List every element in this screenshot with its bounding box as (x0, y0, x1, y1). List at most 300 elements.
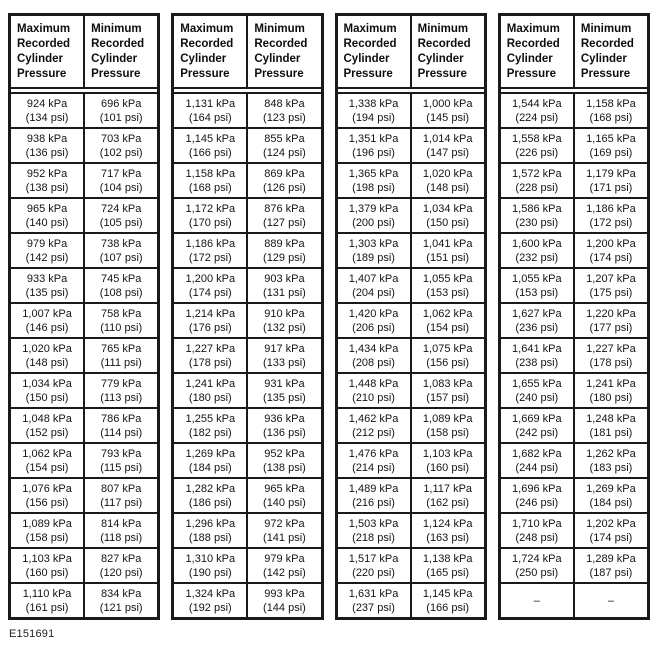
kpa-value: 1,124 kPa (422, 517, 473, 530)
max-pressure-cell (501, 269, 573, 302)
kpa-value: 765 kPa (101, 342, 142, 355)
psi-value: (154 psi) (25, 461, 69, 474)
max-pressure-cell (338, 479, 410, 512)
min-pressure-cell (246, 164, 320, 197)
kpa-value: 827 kPa (101, 552, 142, 565)
table-row (338, 372, 484, 407)
psi-value: (237 psi) (352, 601, 395, 614)
table-row (501, 407, 647, 442)
psi-value: (104 psi) (99, 181, 143, 194)
kpa-value: 1,200 kPa (586, 237, 636, 250)
kpa-value: 1,669 kPa (512, 412, 562, 425)
max-pressure-cell (338, 269, 410, 302)
kpa-value: 848 kPa (264, 97, 305, 110)
kpa-value: – (533, 594, 540, 607)
kpa-value: 779 kPa (101, 377, 142, 390)
kpa-value: 979 kPa (264, 552, 305, 565)
kpa-value: 1,572 kPa (512, 167, 562, 180)
psi-value: (140 psi) (263, 496, 306, 509)
psi-value: (182 psi) (188, 426, 232, 439)
min-pressure-cell (83, 514, 157, 547)
kpa-value: 1,586 kPa (512, 202, 562, 215)
psi-value: (178 psi) (589, 356, 633, 369)
table-row (501, 442, 647, 477)
psi-value: (186 psi) (188, 496, 232, 509)
kpa-value: 1,351 kPa (348, 132, 399, 145)
psi-value: (169 psi) (589, 146, 633, 159)
kpa-value: 936 kPa (264, 412, 305, 425)
psi-value: (107 psi) (99, 251, 143, 264)
max-pressure-cell (338, 304, 410, 337)
kpa-value: 1,476 kPa (348, 447, 399, 460)
table-row (501, 477, 647, 512)
table-row (174, 162, 320, 197)
kpa-value: 1,241 kPa (586, 377, 636, 390)
max-pressure-cell (174, 269, 246, 302)
table-row (11, 547, 157, 582)
psi-value: (168 psi) (188, 181, 232, 194)
kpa-value: 1,655 kPa (512, 377, 562, 390)
table-row (338, 127, 484, 162)
table-row (174, 582, 320, 617)
column-header-min: Minimum Recorded Cylinder Pressure (83, 16, 157, 87)
psi-value: (158 psi) (25, 531, 69, 544)
table-header-row (501, 16, 647, 89)
kpa-value: 696 kPa (101, 97, 142, 110)
max-pressure-cell (501, 199, 573, 232)
psi-value: (138 psi) (263, 461, 306, 474)
psi-value: (110 psi) (100, 321, 143, 334)
kpa-value: 1,517 kPa (348, 552, 399, 565)
table-row (174, 442, 320, 477)
psi-value: (152 psi) (25, 426, 69, 439)
max-pressure-cell (174, 164, 246, 197)
kpa-value: 1,289 kPa (586, 552, 636, 565)
psi-value: (118 psi) (100, 531, 143, 544)
psi-value: (126 psi) (263, 181, 306, 194)
psi-value: (158 psi) (426, 426, 470, 439)
max-pressure-cell (501, 339, 573, 372)
min-pressure-cell (410, 304, 484, 337)
max-pressure-cell (338, 374, 410, 407)
psi-value: (244 psi) (515, 461, 559, 474)
psi-value: (224 psi) (515, 111, 559, 124)
min-pressure-cell (573, 94, 647, 127)
kpa-value: 1,145 kPa (422, 587, 473, 600)
min-pressure-cell (410, 514, 484, 547)
column-header-min: Minimum Recorded Cylinder Pressure (410, 16, 484, 87)
kpa-value: 1,262 kPa (586, 447, 636, 460)
kpa-value: 1,034 kPa (422, 202, 473, 215)
table-row (11, 232, 157, 267)
table-row (501, 512, 647, 547)
table-row (11, 512, 157, 547)
min-pressure-cell (83, 339, 157, 372)
max-pressure-cell (338, 339, 410, 372)
psi-value: (188 psi) (188, 531, 232, 544)
table-row (338, 477, 484, 512)
psi-value: (150 psi) (426, 216, 470, 229)
min-pressure-cell (573, 234, 647, 267)
max-pressure-cell (501, 444, 573, 477)
column-header-max: Maximum Recorded Cylinder Pressure (17, 23, 71, 80)
kpa-value: 834 kPa (101, 587, 142, 600)
kpa-value: 1,310 kPa (185, 552, 236, 565)
kpa-value: 1,055 kPa (422, 272, 473, 285)
max-pressure-cell (174, 339, 246, 372)
table-header-row (338, 16, 484, 89)
kpa-value: 793 kPa (101, 447, 142, 460)
kpa-value: 903 kPa (264, 272, 305, 285)
psi-value: (133 psi) (263, 356, 306, 369)
max-pressure-cell (338, 94, 410, 127)
psi-value: (145 psi) (426, 111, 470, 124)
psi-value: (246 psi) (515, 496, 559, 509)
psi-value: (151 psi) (426, 251, 470, 264)
psi-value: (184 psi) (589, 496, 633, 509)
psi-value: (180 psi) (188, 391, 232, 404)
psi-value: (180 psi) (589, 391, 633, 404)
psi-value: (218 psi) (352, 531, 395, 544)
max-pressure-cell (11, 164, 83, 197)
max-pressure-cell (174, 94, 246, 127)
kpa-value: 1,103 kPa (22, 552, 72, 565)
kpa-value: 965 kPa (26, 202, 68, 215)
kpa-value: 758 kPa (101, 307, 142, 320)
max-pressure-cell (501, 549, 573, 582)
table-row (11, 337, 157, 372)
kpa-value: 1,269 kPa (185, 447, 236, 460)
psi-value: (175 psi) (589, 286, 633, 299)
max-pressure-cell (501, 584, 573, 617)
table-row (11, 302, 157, 337)
table-header-row (174, 16, 320, 89)
psi-value: (220 psi) (352, 566, 395, 579)
kpa-value: 938 kPa (26, 132, 68, 145)
kpa-value: 924 kPa (26, 97, 68, 110)
psi-value: (187 psi) (589, 566, 633, 579)
kpa-value: 1,324 kPa (185, 587, 236, 600)
table-body (11, 92, 157, 617)
table-row (174, 512, 320, 547)
table-row (11, 477, 157, 512)
psi-value: (214 psi) (352, 461, 395, 474)
kpa-value: 1,448 kPa (348, 377, 399, 390)
kpa-value: 1,282 kPa (185, 482, 236, 495)
table-row (11, 582, 157, 617)
kpa-value: 1,020 kPa (22, 342, 72, 355)
max-pressure-cell (174, 444, 246, 477)
psi-value: (174 psi) (589, 251, 633, 264)
kpa-value: 1,145 kPa (185, 132, 236, 145)
table-row (501, 232, 647, 267)
psi-value: (154 psi) (426, 321, 470, 334)
kpa-value: 952 kPa (26, 167, 68, 180)
table-row (11, 372, 157, 407)
min-pressure-cell (573, 199, 647, 232)
kpa-value: 1,186 kPa (185, 237, 236, 250)
kpa-value: 1,407 kPa (348, 272, 399, 285)
psi-value: (156 psi) (25, 496, 69, 509)
psi-value: (190 psi) (188, 566, 232, 579)
min-pressure-cell (573, 164, 647, 197)
kpa-value: 1,158 kPa (185, 167, 236, 180)
psi-value: (166 psi) (188, 146, 232, 159)
psi-value: (142 psi) (263, 566, 306, 579)
kpa-value: 1,627 kPa (512, 307, 562, 320)
min-pressure-cell (246, 549, 320, 582)
kpa-value: 1,379 kPa (348, 202, 399, 215)
table-row (174, 477, 320, 512)
max-pressure-cell (501, 94, 573, 127)
kpa-value: 933 kPa (26, 272, 68, 285)
psi-value: (148 psi) (426, 181, 470, 194)
min-pressure-cell (246, 444, 320, 477)
max-pressure-cell (11, 549, 83, 582)
max-pressure-cell (11, 374, 83, 407)
pressure-table-4 (498, 13, 650, 620)
psi-value: (157 psi) (426, 391, 470, 404)
table-row (501, 127, 647, 162)
table-row (501, 94, 647, 127)
kpa-value: 1,338 kPa (348, 97, 399, 110)
table-body (338, 92, 484, 617)
max-pressure-cell (501, 234, 573, 267)
table-row (174, 547, 320, 582)
kpa-value: 703 kPa (101, 132, 142, 145)
psi-value: (198 psi) (352, 181, 395, 194)
table-row (11, 162, 157, 197)
min-pressure-cell (246, 374, 320, 407)
max-pressure-cell (501, 479, 573, 512)
min-pressure-cell (83, 129, 157, 162)
kpa-value: 931 kPa (264, 377, 305, 390)
psi-value: (144 psi) (263, 601, 306, 614)
max-pressure-cell (11, 129, 83, 162)
max-pressure-cell (338, 409, 410, 442)
kpa-value: 1,165 kPa (586, 132, 636, 145)
kpa-value: 1,089 kPa (22, 517, 72, 530)
kpa-value: 1,303 kPa (348, 237, 399, 250)
psi-value: (153 psi) (515, 286, 559, 299)
kpa-value: 1,075 kPa (422, 342, 473, 355)
max-pressure-cell (338, 549, 410, 582)
table-row (174, 302, 320, 337)
kpa-value: 972 kPa (264, 517, 305, 530)
table-row (501, 162, 647, 197)
table-row (338, 302, 484, 337)
psi-value: (127 psi) (263, 216, 306, 229)
table-row (501, 302, 647, 337)
psi-value: (160 psi) (426, 461, 470, 474)
table-row (501, 582, 647, 617)
table-row (11, 197, 157, 232)
kpa-value: 1,158 kPa (586, 97, 636, 110)
table-row (174, 94, 320, 127)
psi-value: (134 psi) (25, 111, 69, 124)
min-pressure-cell (246, 94, 320, 127)
kpa-value: 855 kPa (264, 132, 305, 145)
table-row (338, 442, 484, 477)
max-pressure-cell (338, 514, 410, 547)
kpa-value: 1,000 kPa (422, 97, 473, 110)
min-pressure-cell (83, 199, 157, 232)
psi-value: (153 psi) (426, 286, 470, 299)
kpa-value: 1,186 kPa (586, 202, 636, 215)
min-pressure-cell (573, 514, 647, 547)
min-pressure-cell (246, 479, 320, 512)
max-pressure-cell (11, 304, 83, 337)
table-row (174, 127, 320, 162)
min-pressure-cell (246, 584, 320, 617)
kpa-value: 979 kPa (26, 237, 68, 250)
psi-value: (124 psi) (263, 146, 306, 159)
table-row (338, 162, 484, 197)
max-pressure-cell (174, 129, 246, 162)
kpa-value: 869 kPa (264, 167, 305, 180)
kpa-value: 965 kPa (264, 482, 305, 495)
kpa-value: 1,696 kPa (512, 482, 562, 495)
kpa-value: 1,710 kPa (512, 517, 562, 530)
max-pressure-cell (338, 584, 410, 617)
psi-value: (105 psi) (99, 216, 143, 229)
psi-value: (236 psi) (515, 321, 559, 334)
column-header-max: Maximum Recorded Cylinder Pressure (180, 23, 234, 80)
min-pressure-cell (83, 444, 157, 477)
min-pressure-cell (410, 164, 484, 197)
psi-value: (160 psi) (25, 566, 69, 579)
max-pressure-cell (501, 164, 573, 197)
kpa-value: 786 kPa (101, 412, 142, 425)
max-pressure-cell (338, 444, 410, 477)
kpa-value: 1,682 kPa (512, 447, 562, 460)
table-row (11, 127, 157, 162)
max-pressure-cell (501, 374, 573, 407)
kpa-value: 738 kPa (101, 237, 142, 250)
psi-value: (150 psi) (25, 391, 69, 404)
min-pressure-cell (410, 479, 484, 512)
min-pressure-cell (246, 514, 320, 547)
psi-value: (232 psi) (515, 251, 559, 264)
psi-value: (120 psi) (99, 566, 143, 579)
min-pressure-cell (83, 94, 157, 127)
kpa-value: 1,214 kPa (185, 307, 236, 320)
psi-value: (156 psi) (426, 356, 470, 369)
pressure-table-3 (335, 13, 487, 620)
min-pressure-cell (573, 584, 647, 617)
kpa-value: 1,489 kPa (348, 482, 399, 495)
max-pressure-cell (11, 234, 83, 267)
kpa-value: 1,641 kPa (512, 342, 562, 355)
min-pressure-cell (246, 409, 320, 442)
psi-value: (206 psi) (352, 321, 395, 334)
min-pressure-cell (83, 164, 157, 197)
min-pressure-cell (246, 269, 320, 302)
column-header-min: Minimum Recorded Cylinder Pressure (573, 16, 647, 87)
kpa-value: 1,110 kPa (22, 587, 72, 600)
kpa-value: 1,007 kPa (22, 307, 72, 320)
kpa-value: 1,227 kPa (586, 342, 636, 355)
table-row (501, 197, 647, 232)
psi-value: (172 psi) (188, 251, 232, 264)
column-header-max: Maximum Recorded Cylinder Pressure (343, 23, 397, 80)
kpa-value: 1,172 kPa (185, 202, 236, 215)
kpa-value: 1,062 kPa (22, 447, 72, 460)
psi-value: (204 psi) (352, 286, 395, 299)
kpa-value: 1,034 kPa (22, 377, 72, 390)
psi-value: (168 psi) (589, 111, 633, 124)
table-row (174, 407, 320, 442)
psi-value: (238 psi) (515, 356, 559, 369)
kpa-value: 876 kPa (264, 202, 305, 215)
psi-value: (129 psi) (263, 251, 306, 264)
psi-value: (176 psi) (188, 321, 232, 334)
max-pressure-cell (501, 514, 573, 547)
psi-value: (177 psi) (589, 321, 633, 334)
min-pressure-cell (83, 304, 157, 337)
min-pressure-cell (410, 269, 484, 302)
min-pressure-cell (573, 374, 647, 407)
psi-value: (226 psi) (515, 146, 559, 159)
kpa-value: 1,202 kPa (586, 517, 636, 530)
min-pressure-cell (410, 234, 484, 267)
kpa-value: 1,014 kPa (422, 132, 473, 145)
table-row (338, 267, 484, 302)
psi-value: (111 psi) (100, 356, 142, 369)
psi-value: (189 psi) (352, 251, 395, 264)
min-pressure-cell (246, 304, 320, 337)
min-pressure-cell (573, 409, 647, 442)
psi-value: (141 psi) (263, 531, 306, 544)
psi-value: (196 psi) (352, 146, 395, 159)
psi-value: (136 psi) (263, 426, 306, 439)
psi-value: (146 psi) (25, 321, 69, 334)
psi-value: (138 psi) (25, 181, 69, 194)
psi-value: (230 psi) (515, 216, 559, 229)
psi-value: (200 psi) (352, 216, 395, 229)
min-pressure-cell (83, 374, 157, 407)
kpa-value: 910 kPa (264, 307, 305, 320)
table-row (501, 547, 647, 582)
max-pressure-cell (174, 549, 246, 582)
table-row (11, 267, 157, 302)
kpa-value: 1,600 kPa (512, 237, 562, 250)
max-pressure-cell (174, 234, 246, 267)
kpa-value: 1,076 kPa (22, 482, 72, 495)
psi-value: (250 psi) (515, 566, 559, 579)
min-pressure-cell (410, 409, 484, 442)
kpa-value: 1,220 kPa (586, 307, 636, 320)
psi-value: (172 psi) (589, 216, 633, 229)
psi-value: (174 psi) (188, 286, 232, 299)
psi-value: (131 psi) (263, 286, 306, 299)
kpa-value: 1,434 kPa (348, 342, 399, 355)
max-pressure-cell (174, 199, 246, 232)
table-row (501, 337, 647, 372)
kpa-value: 1,227 kPa (185, 342, 236, 355)
kpa-value: 1,020 kPa (422, 167, 473, 180)
max-pressure-cell (11, 444, 83, 477)
kpa-value: 807 kPa (101, 482, 142, 495)
max-pressure-cell (174, 584, 246, 617)
table-body (501, 92, 647, 617)
psi-value: (208 psi) (352, 356, 395, 369)
column-header-min: Minimum Recorded Cylinder Pressure (246, 16, 320, 87)
psi-value: (117 psi) (100, 496, 143, 509)
min-pressure-cell (573, 479, 647, 512)
table-row (501, 267, 647, 302)
table-row (174, 372, 320, 407)
